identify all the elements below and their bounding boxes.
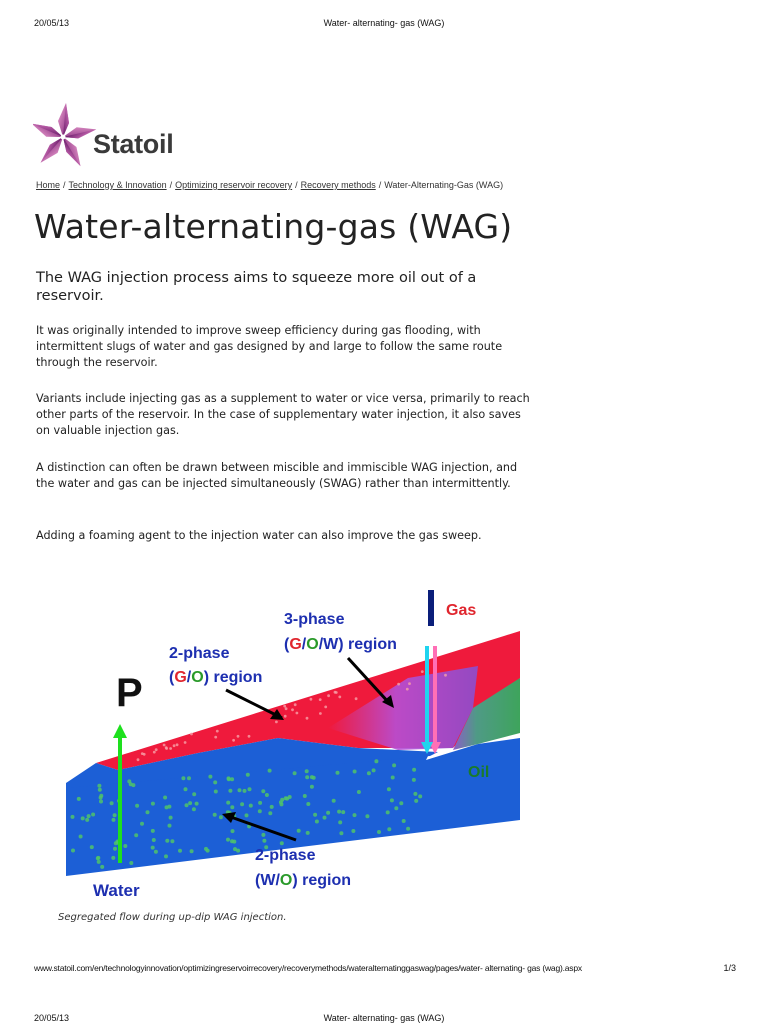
water-bubble (170, 839, 174, 843)
water-bubble (391, 776, 395, 780)
gas-bubble (283, 705, 286, 708)
water-bubble (99, 794, 103, 798)
water-bubble (367, 771, 371, 775)
water-bubble (412, 768, 416, 772)
water-bubble (353, 813, 357, 817)
water-bubble (151, 829, 155, 833)
gas-bubble (284, 715, 287, 718)
gas-bubble (173, 744, 176, 747)
gas-bubble (291, 708, 294, 711)
water-bubble (99, 800, 103, 804)
water-bubble (85, 818, 89, 822)
print-date: 20/05/13 (34, 1013, 70, 1023)
water-bubble (280, 802, 284, 806)
gas-bubble (232, 739, 235, 742)
water-bubble (129, 861, 133, 865)
water-bubble (353, 770, 357, 774)
wo-region-title: 2-phase (255, 847, 316, 864)
water-bubble (262, 839, 266, 843)
water-bubble (372, 768, 376, 772)
water-bubble (268, 769, 272, 773)
water-bubble (168, 824, 172, 828)
gas-bubble (214, 736, 217, 739)
water-bubble (387, 787, 391, 791)
water-bubble (315, 820, 319, 824)
water-bubble (164, 854, 168, 858)
water-bubble (374, 759, 378, 763)
gas-bubble (163, 744, 166, 747)
gas-bubble (397, 683, 400, 686)
water-bubble (100, 865, 104, 869)
water-bubble (151, 846, 155, 850)
article-paragraph: It was originally intended to improve sweep efficiency during gas flooding, with intermittent slugs of water and gas designed by and large to follow the same route through the reservoir. (36, 324, 503, 369)
wag-diagram (58, 578, 524, 906)
page-title: Water-alternating-gas (WAG) (34, 207, 513, 246)
water-bubble (323, 816, 327, 820)
water-bubble (326, 811, 330, 815)
water-bubble (270, 805, 274, 809)
water-bubble (243, 789, 247, 793)
production-well-label: P (116, 671, 143, 715)
breadcrumb (36, 180, 503, 190)
print-page-number: 1/3 (723, 963, 736, 973)
water-label: Water (93, 881, 140, 900)
gas-bubble (355, 697, 358, 700)
water-bubble (91, 813, 95, 817)
water-bubble (261, 833, 265, 837)
water-bubble (310, 785, 314, 789)
gas-bubble (306, 717, 309, 720)
gas-bubble (285, 707, 288, 710)
water-bubble (365, 814, 369, 818)
water-bubble (111, 856, 115, 860)
water-bubble (169, 816, 173, 820)
water-bubble (185, 803, 189, 807)
print-url[interactable]: www.statoil.com/en/technologyinnovation/optimizingreservoirrecovery/recoverymethods/wateralternatinggaswag/pages/water- alternating- gas (wag).aspx (34, 963, 582, 973)
gas-bubble (237, 735, 240, 738)
water-bubble (163, 796, 167, 800)
water-bubble (337, 810, 341, 814)
breadcrumb-link-recovery-methods[interactable]: Recovery methods (300, 180, 376, 190)
water-bubble (238, 788, 242, 792)
oil-label: Oil (468, 764, 490, 781)
print-title: Water- alternating- gas (WAG) (323, 18, 445, 28)
water-bubble (71, 849, 75, 853)
water-bubble (339, 831, 343, 835)
water-bubble (146, 810, 150, 814)
gas-bubble (155, 748, 158, 751)
gas-bubble (310, 698, 313, 701)
water-bubble (413, 792, 417, 796)
gas-bubble (190, 733, 193, 736)
water-bubble (208, 775, 212, 779)
water-bubble (165, 839, 169, 843)
water-bubble (261, 789, 265, 793)
water-bubble (303, 794, 307, 798)
water-bubble (192, 792, 196, 796)
water-bubble (140, 822, 144, 826)
water-bubble (226, 838, 230, 842)
water-bubble (123, 844, 127, 848)
production-arrowhead (113, 724, 127, 738)
water-bubble (293, 771, 297, 775)
water-bubble (178, 849, 182, 853)
figure-caption: Segregated flow during up-dip WAG injection. (58, 912, 287, 923)
gas-bubble (176, 743, 179, 746)
water-bubble (357, 790, 361, 794)
water-bubble (231, 829, 235, 833)
breadcrumb-link-optimizing[interactable]: Optimizing reservoir recovery (175, 180, 293, 190)
water-bubble (97, 860, 101, 864)
water-bubble (213, 813, 217, 817)
water-bubble (341, 810, 345, 814)
water-bubble (127, 779, 131, 783)
water-bubble (249, 804, 253, 808)
water-bubble (228, 789, 232, 793)
water-bubble (332, 799, 336, 803)
water-bubble (377, 830, 381, 834)
water-bubble (312, 776, 316, 780)
gas-bubble (319, 712, 322, 715)
gas-bubble (327, 694, 330, 697)
water-bubble (230, 839, 234, 843)
water-bubble (399, 801, 403, 805)
water-bubble (195, 802, 199, 806)
water-bubble (387, 827, 391, 831)
water-bubble (268, 811, 272, 815)
water-bubble (240, 802, 244, 806)
water-bubble (265, 793, 269, 797)
print-date: 20/05/13 (34, 18, 70, 28)
go-region-label: (G/O) region (169, 669, 263, 686)
water-bubble (213, 780, 217, 784)
gow-region-label: (G/O/W) region (284, 636, 397, 653)
water-bubble (96, 856, 100, 860)
water-bubble (418, 794, 422, 798)
water-bubble (280, 841, 284, 845)
water-bubble (154, 850, 158, 854)
water-bubble (135, 804, 139, 808)
water-bubble (167, 805, 171, 809)
gas-bubble (137, 758, 140, 761)
water-bubble (248, 787, 252, 791)
gas-bubble (296, 712, 299, 715)
breadcrumb-current: Water-Alternating-Gas (WAG) (384, 180, 504, 190)
breadcrumb-separator: / (295, 180, 298, 190)
water-bubble (134, 833, 138, 837)
water-bubble (336, 771, 340, 775)
water-bubble (71, 815, 75, 819)
water-bubble (313, 813, 317, 817)
gas-label: Gas (446, 602, 477, 619)
breadcrumb-link-technology[interactable]: Technology & Innovation (68, 180, 167, 190)
gas-bubble (141, 752, 144, 755)
water-bubble (219, 815, 223, 819)
water-bubble (394, 806, 398, 810)
water-bubble (187, 776, 191, 780)
breadcrumb-separator: / (63, 180, 66, 190)
gow-region-title: 3-phase (284, 611, 345, 628)
breadcrumb-separator: / (378, 180, 382, 190)
water-bubble (386, 810, 390, 814)
article-paragraph: Variants include injecting gas as a supplement to water or vice versa, primarily to reach other parts of the reservoir. In the case of supplementary water injection, it also saves on valuable injection gas. (36, 392, 530, 437)
gas-bubble (421, 670, 424, 673)
water-bubble (181, 776, 185, 780)
water-bubble (258, 809, 262, 813)
go-pointer-arrow (226, 690, 282, 718)
gas-bubble (408, 682, 411, 685)
gas-bubble (338, 696, 341, 699)
water-bubble (306, 831, 310, 835)
water-bubble (288, 795, 292, 799)
brand-name[interactable]: Statoil (93, 129, 174, 159)
gas-bubble (169, 747, 172, 750)
water-bubble (97, 784, 101, 788)
water-bubble (305, 769, 309, 773)
water-bubble (246, 773, 250, 777)
water-bubble (110, 801, 114, 805)
water-bubble (184, 787, 188, 791)
water-bubble (113, 847, 117, 851)
water-bubble (245, 813, 249, 817)
go-region-title: 2-phase (169, 645, 230, 662)
water-bubble (152, 838, 156, 842)
water-bubble (192, 807, 196, 811)
water-bubble (113, 813, 117, 817)
water-bubble (77, 797, 81, 801)
water-bubble (204, 847, 208, 851)
water-bubble (151, 802, 155, 806)
water-bubble (188, 801, 192, 805)
water-bubble (414, 799, 418, 803)
gas-bubble (216, 730, 219, 733)
gas-bubble (275, 721, 278, 724)
water-bubble (305, 775, 309, 779)
injection-well-icon (428, 590, 434, 626)
gas-bubble (334, 691, 337, 694)
water-bubble (306, 802, 310, 806)
article-paragraph: Adding a foaming agent to the injection water can also improve the gas sweep. (36, 529, 482, 542)
article-paragraph: A distinction can often be drawn between miscible and immiscible WAG injection, and the water and gas can be injected simultaneously (SWAG) rather than intermittently. (36, 461, 518, 490)
water-bubble (81, 816, 85, 820)
water-bubble (79, 835, 83, 839)
gas-bubble (444, 674, 447, 677)
water-bubble (297, 829, 301, 833)
water-bubble (258, 801, 262, 805)
water-bubble (338, 820, 342, 824)
gas-bubble (184, 741, 187, 744)
gas-bubble (153, 751, 156, 754)
water-bubble (284, 796, 288, 800)
gas-bubble (294, 703, 297, 706)
article-lead: The WAG injection process aims to squeeze more oil out of a reservoir. (36, 270, 477, 304)
water-bubble (402, 819, 406, 823)
water-bubble (351, 829, 355, 833)
water-bubble (226, 801, 230, 805)
water-bubble (214, 790, 218, 794)
water-bubble (190, 849, 194, 853)
water-bubble (90, 845, 94, 849)
water-bubble (412, 778, 416, 782)
water-bubble (87, 814, 91, 818)
water-bubble (230, 805, 234, 809)
gas-bubble (319, 698, 322, 701)
water-bubble (390, 798, 394, 802)
water-bubble (98, 788, 102, 792)
gas-bubble (324, 706, 327, 709)
water-bubble (236, 849, 240, 853)
water-bubble (112, 818, 116, 822)
breadcrumb-link-home[interactable]: Home (36, 180, 61, 190)
print-title: Water- alternating- gas (WAG) (323, 1013, 445, 1023)
wo-region-label: (W/O) region (255, 872, 352, 889)
gas-bubble (165, 747, 168, 750)
water-bubble (392, 763, 396, 767)
gas-bubble (406, 688, 409, 691)
gas-bubble (248, 735, 251, 738)
water-bubble (227, 777, 231, 781)
water-bubble (406, 827, 410, 831)
breadcrumb-separator: / (169, 180, 173, 190)
